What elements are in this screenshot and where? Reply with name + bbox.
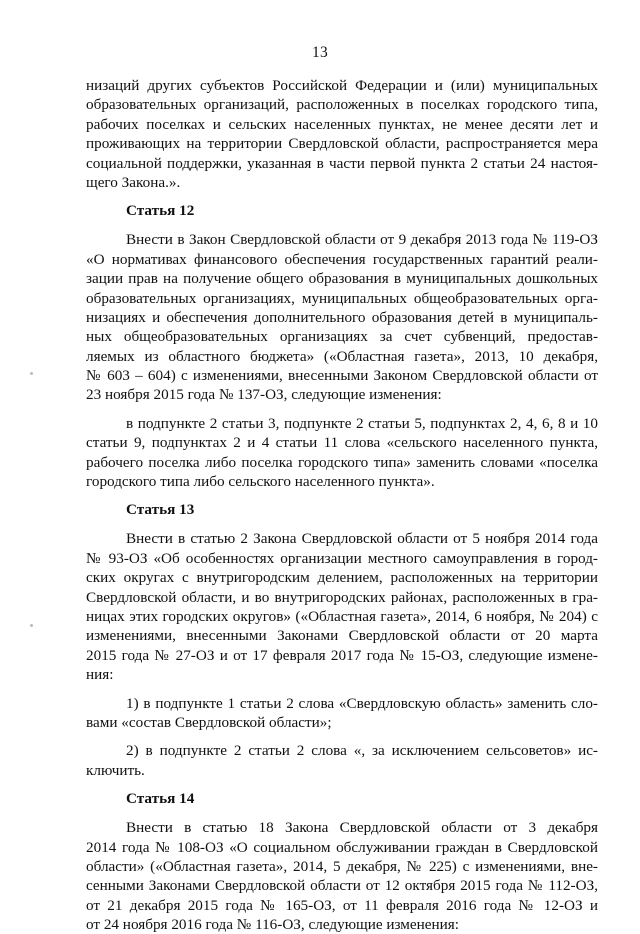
text-line: щего Закона.».: [86, 173, 181, 191]
paragraph-continuation: [86, 76, 598, 192]
text-line: низациях и обеспечения дополнительного образования детей в муниципаль-: [86, 308, 598, 326]
text-line: от 21 декабря 2015 года № 165-ОЗ, от 11 февраля 2016 года № 12-ОЗ и: [86, 896, 598, 914]
text-line: от 24 ноября 2016 года № 116-ОЗ, следующие изменения:: [86, 916, 459, 934]
article-12-amendment: [86, 414, 598, 492]
article-13-heading: Статья 13: [126, 501, 195, 519]
text-line: ских округах с внутригородским делением, расположенных на территории: [86, 569, 598, 587]
text-line: 1) в подпункте 1 статьи 2 слова «Свердловскую область» заменить сло-: [126, 694, 598, 712]
text-line: Свердловской области, и во внутригородских районах, расположенных в гра-: [86, 588, 598, 606]
text-line: образовательных организациях, муниципальных общеобразовательных орга-: [86, 289, 598, 307]
article-14-paragraph: [86, 818, 598, 934]
text-line: проживающих на территории Свердловской области, распространяется мера: [86, 135, 598, 153]
text-line: Внести в Закон Свердловской области от 9 декабря 2013 года № 119-ОЗ: [126, 231, 598, 249]
text-line: статьи 9, подпунктах 2 и 4 статьи 11 слова «сельского населенного пункта,: [86, 434, 598, 452]
text-line: образовательных организаций, расположенных в поселках городского типа,: [86, 96, 598, 114]
text-line: № 603 – 604) с изменениями, внесенными Законом Свердловской области от: [86, 367, 598, 385]
text-line: Внести в статью 18 Закона Свердловской области от 3 декабря: [126, 819, 598, 837]
margin-mark: [30, 372, 33, 375]
article-13-item-1: [86, 694, 598, 733]
text-line: ницах этих городских округов» («Областная газета», 2014, 6 ноября, № 204) с: [86, 607, 598, 625]
text-line: «О нормативах финансового обеспечения государственных гарантий реали-: [86, 250, 598, 268]
article-13-item-2: [86, 741, 598, 780]
text-line: 2) в подпункте 2 статьи 2 слова «, за исключением сельсоветов» ис-: [126, 742, 598, 760]
page-number: 13: [311, 44, 329, 61]
text-line: 2014 года № 108-ОЗ «О социальном обслуживании граждан в Свердловской: [86, 838, 598, 856]
text-line: ния:: [86, 666, 114, 684]
text-line: Внести в статью 2 Закона Свердловской области от 5 ноября 2014 года: [126, 530, 598, 548]
text-line: 23 ноября 2015 года № 137-ОЗ, следующие изменения:: [86, 386, 442, 404]
text-line: ключить.: [86, 761, 145, 779]
text-line: социальной поддержки, указанная в части первой пункта 2 статьи 24 настоя-: [86, 154, 598, 172]
article-13-paragraph: [86, 529, 598, 684]
text-line: в подпункте 2 статьи 3, подпункте 2 статьи 5, подпунктах 2, 4, 6, 8 и 10: [126, 414, 598, 432]
margin-mark: [30, 624, 33, 627]
text-line: сенными Законами Свердловской области от 12 октября 2015 года № 112-ОЗ,: [86, 877, 598, 895]
text-line: изменениями, внесенными Законами Свердловской области от 20 марта: [86, 627, 598, 645]
text-line: вами «состав Свердловской области»;: [86, 713, 332, 731]
article-14-heading: Статья 14: [126, 790, 195, 808]
document-body: [86, 76, 598, 934]
text-line: 2015 года № 27-ОЗ и от 17 февраля 2017 года № 15-ОЗ, следующие измене-: [86, 646, 598, 664]
text-line: области» («Областная газета», 2014, 5 декабря, № 225) с изменениями, вне-: [86, 857, 598, 875]
text-line: рабочих поселках и сельских населенных пунктах, не менее десяти лет и: [86, 115, 598, 133]
text-line: городского типа либо сельского населенного пункта».: [86, 473, 435, 491]
text-line: рабочего поселка либо поселка городского типа» заменить словами «поселка: [86, 453, 598, 471]
text-line: зации прав на получение общего образования в муниципальных дошкольных: [86, 270, 598, 288]
article-12-heading: Статья 12: [126, 202, 195, 220]
text-line: ных общеобразовательных организациях за счет субвенций, предостав-: [86, 328, 598, 346]
article-12-paragraph: [86, 230, 598, 405]
text-line: низаций других субъектов Российской Федерации и (или) муниципальных: [86, 77, 598, 94]
text-line: ляемых из областного бюджета» («Областная газета», 2013, 10 декабря,: [86, 347, 598, 365]
text-line: № 93-ОЗ «Об особенностях организации местного самоуправления в город-: [86, 549, 598, 567]
